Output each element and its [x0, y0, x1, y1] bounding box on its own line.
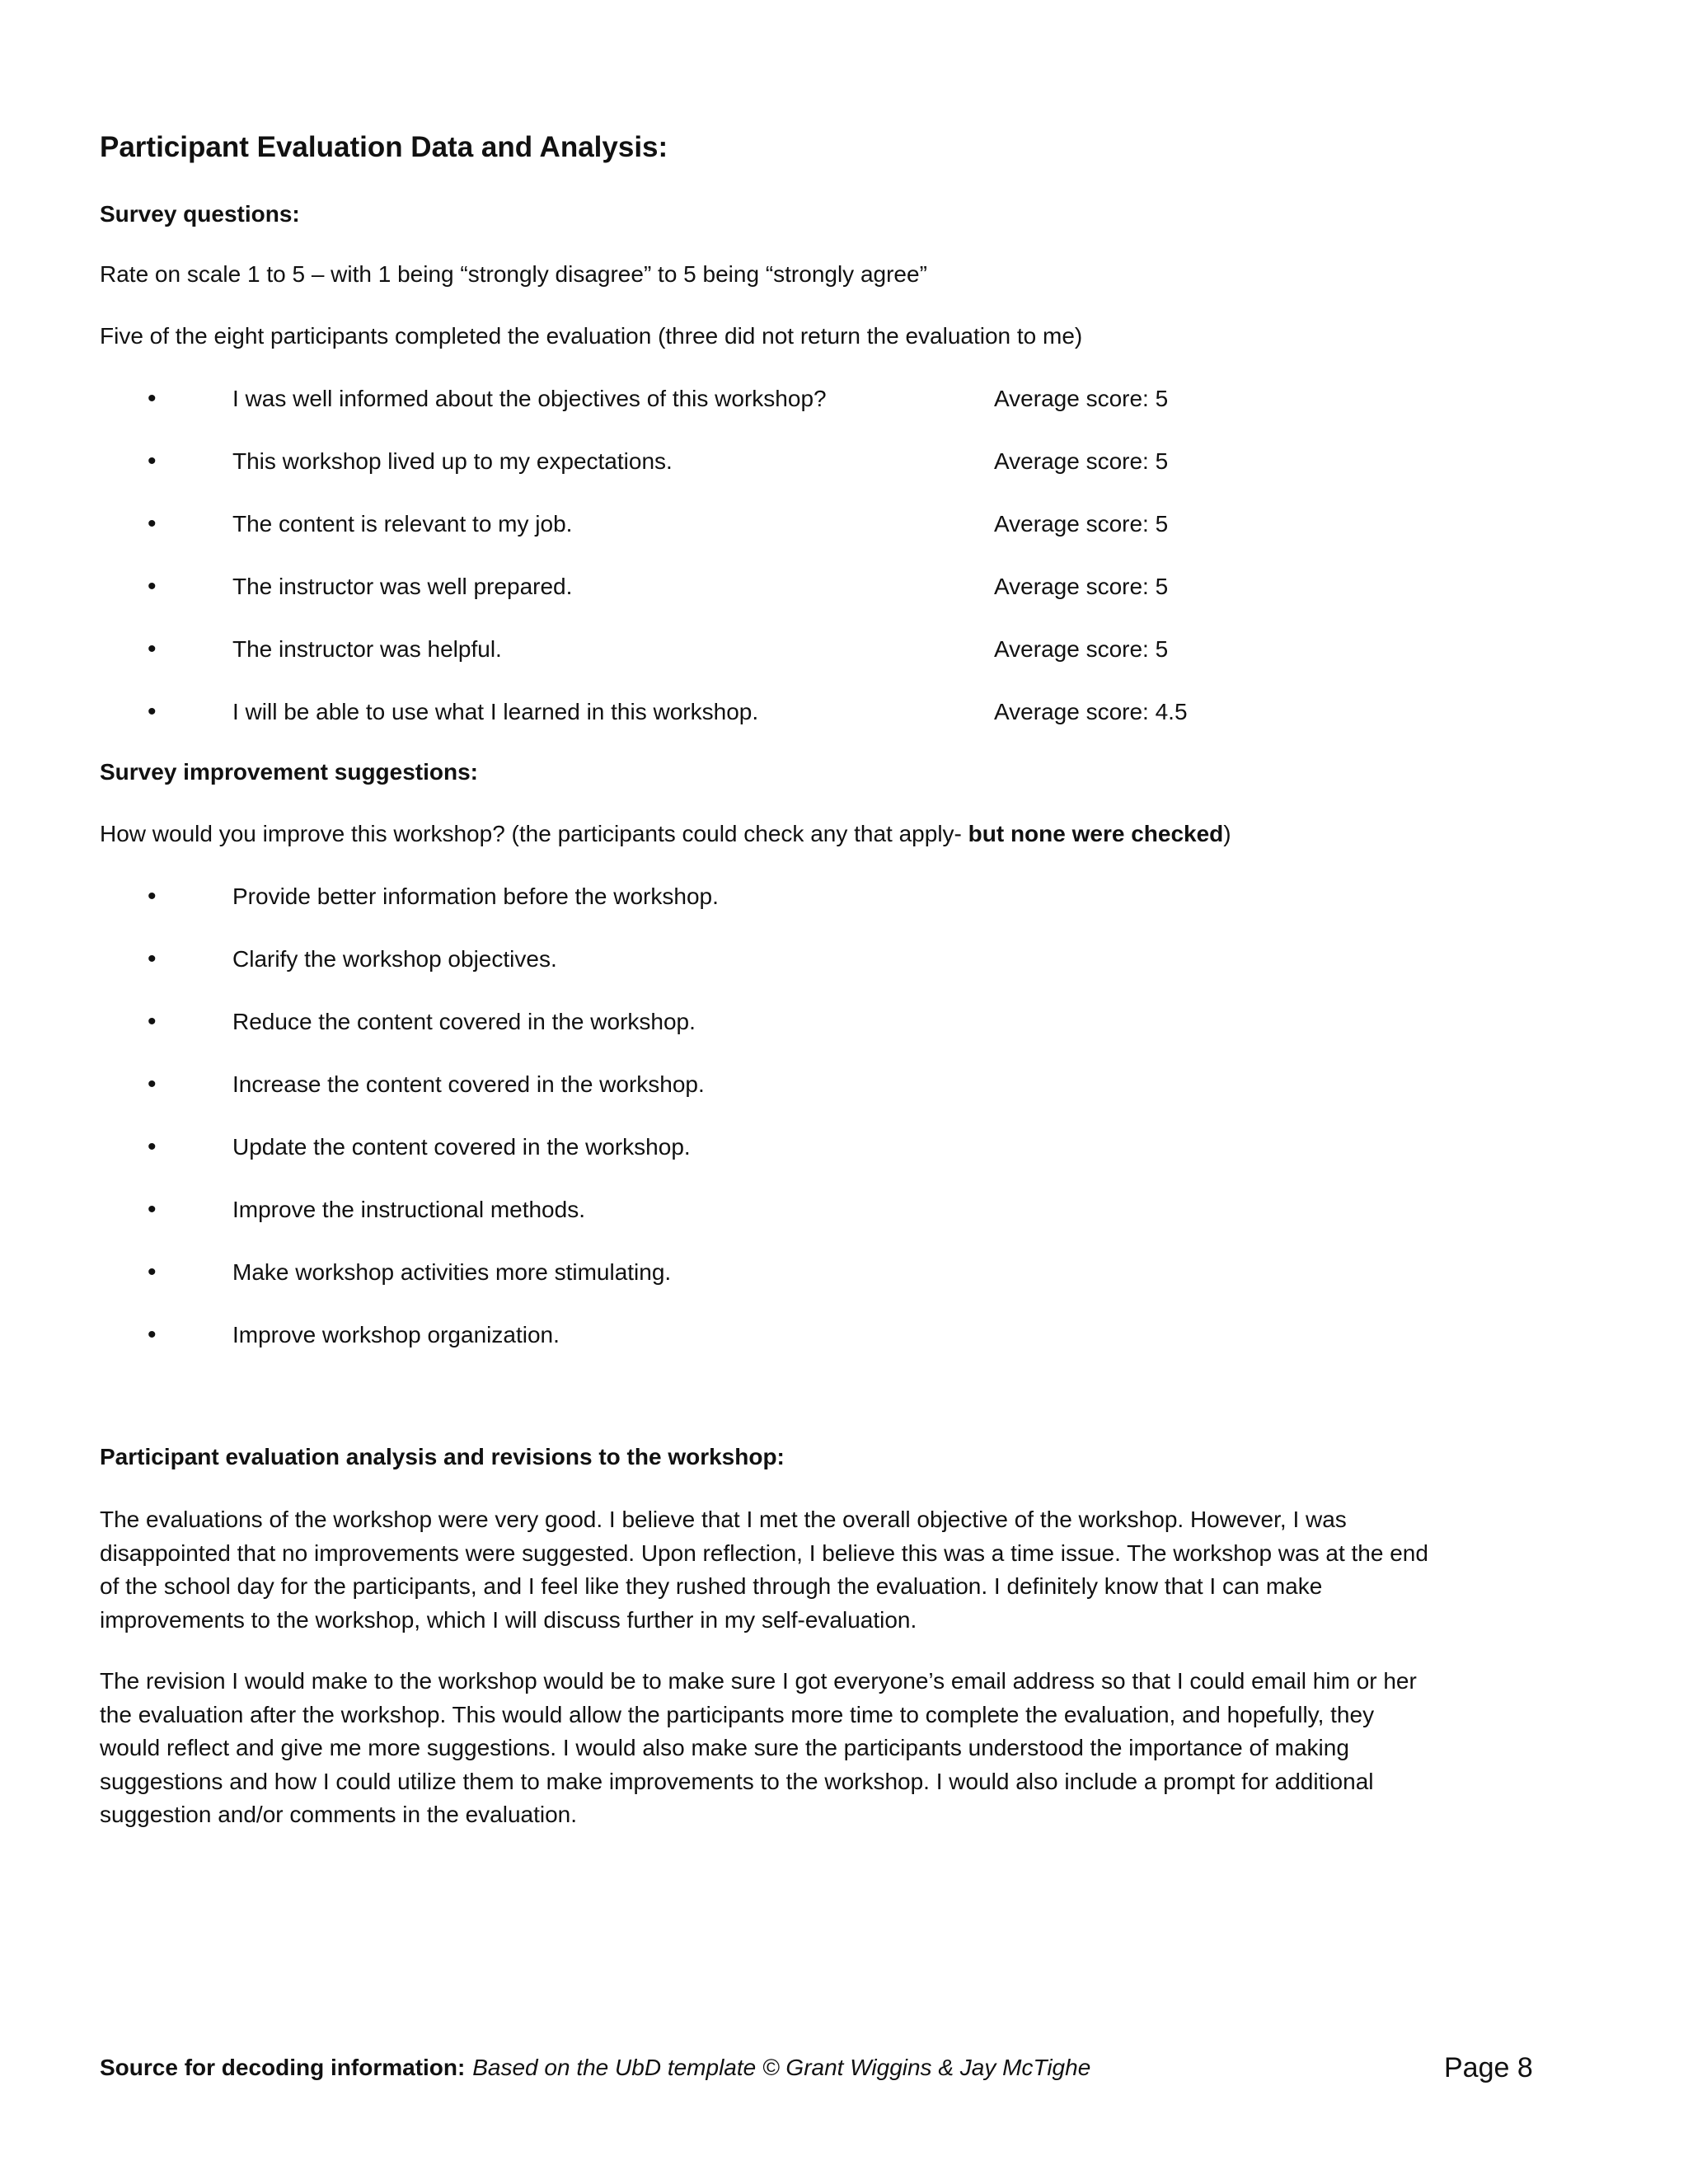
paragraph-line: would reflect and give me more suggestions. I would also make sure the participants understood the importance of making	[100, 1735, 1349, 1760]
improvement-option: Update the content covered in the workshop.	[232, 1134, 691, 1160]
improvement-question	[100, 819, 1231, 849]
improvement-question-suffix: )	[1223, 821, 1231, 846]
improvement-option: Increase the content covered in the workshop.	[232, 1071, 705, 1097]
bullet: •	[148, 1196, 157, 1223]
paragraph-line: suggestions and how I could utilize them to make improvements to the workshop. I would also include a prompt for additional	[100, 1768, 1374, 1794]
bullet: •	[148, 510, 157, 537]
improvement-heading: Survey improvement suggestions:	[100, 759, 479, 785]
bullet: •	[148, 1321, 157, 1348]
improvement-question-emphasis: but none were checked	[968, 821, 1224, 846]
survey-question: I was well informed about the objectives of this workshop?	[232, 386, 827, 411]
improvement-question-prefix: How would you improve this workshop? (the participants could check any that apply-	[100, 821, 968, 846]
survey-question: I will be able to use what I learned in this workshop.	[232, 699, 759, 724]
bullet: •	[148, 635, 157, 663]
improvement-option: Reduce the content covered in the workshop.	[232, 1009, 696, 1034]
footer-source	[100, 2053, 1090, 2083]
average-score: Average score: 5	[994, 386, 1169, 411]
scale-description: Rate on scale 1 to 5 – with 1 being “strongly disagree” to 5 being “strongly agree”	[100, 261, 927, 287]
survey-question: The instructor was well prepared.	[232, 574, 573, 599]
survey-question: The content is relevant to my job.	[232, 511, 573, 537]
paragraph-line: The evaluations of the workshop were very good. I believe that I met the overall objective of the workshop. However, I was	[100, 1507, 1347, 1532]
average-score: Average score: 5	[994, 511, 1169, 537]
improvement-option: Clarify the workshop objectives.	[232, 946, 557, 972]
improvement-option: Improve workshop organization.	[232, 1322, 560, 1347]
bullet: •	[148, 1071, 157, 1098]
page-number: Page 8	[1444, 2052, 1533, 2083]
page-title: Participant Evaluation Data and Analysis:	[100, 131, 668, 163]
paragraph-line: improvements to the workshop, which I will discuss further in my self-evaluation.	[100, 1606, 917, 1633]
bullet: •	[148, 1258, 157, 1286]
completion-note: Five of the eight participants completed the evaluation (three did not return the evaluation to me)	[100, 323, 1083, 349]
bullet: •	[148, 883, 157, 910]
average-score: Average score: 5	[994, 448, 1169, 474]
survey-question: The instructor was helpful.	[232, 636, 502, 662]
footer-source-text: Based on the UbD template © Grant Wiggins & Jay McTighe	[472, 2055, 1091, 2080]
paragraph-line: of the school day for the participants, and I feel like they rushed through the evaluation. I definitely know that I can make	[100, 1573, 1323, 1599]
bullet: •	[148, 385, 157, 412]
average-score: Average score: 4.5	[994, 699, 1188, 724]
average-score: Average score: 5	[994, 574, 1169, 599]
paragraph-line: suggestion and/or comments in the evaluation.	[100, 1802, 578, 1827]
paragraph-line: disappointed that no improvements were suggested. Upon reflection, I believe this was a time issue. The workshop was at the end	[100, 1540, 1428, 1566]
survey-question: This workshop lived up to my expectations.	[232, 448, 673, 474]
improvement-option: Provide better information before the workshop.	[232, 883, 719, 909]
average-score: Average score: 5	[994, 636, 1169, 662]
bullet: •	[148, 573, 157, 600]
bullet: •	[148, 945, 157, 972]
bullet: •	[148, 1008, 157, 1035]
paragraph-line: the evaluation after the workshop. This would allow the participants more time to complete the evaluation, and hopefully, they	[100, 1701, 1375, 1727]
bullet: •	[148, 1133, 157, 1160]
improvement-option: Improve the instructional methods.	[232, 1197, 585, 1222]
paragraph-line: The revision I would make to the workshop would be to make sure I got everyone’s email address so that I could email him or her	[100, 1668, 1417, 1694]
survey-questions-heading: Survey questions:	[100, 201, 300, 227]
bullet: •	[148, 698, 157, 725]
footer-source-label: Source for decoding information:	[100, 2055, 466, 2080]
analysis-heading: Participant evaluation analysis and revisions to the workshop:	[100, 1444, 785, 1469]
analysis-paragraph-2	[100, 1665, 1583, 1832]
improvement-option: Make workshop activities more stimulating.	[232, 1259, 672, 1285]
bullet: •	[148, 448, 157, 475]
analysis-paragraph-1	[100, 1503, 1583, 1637]
